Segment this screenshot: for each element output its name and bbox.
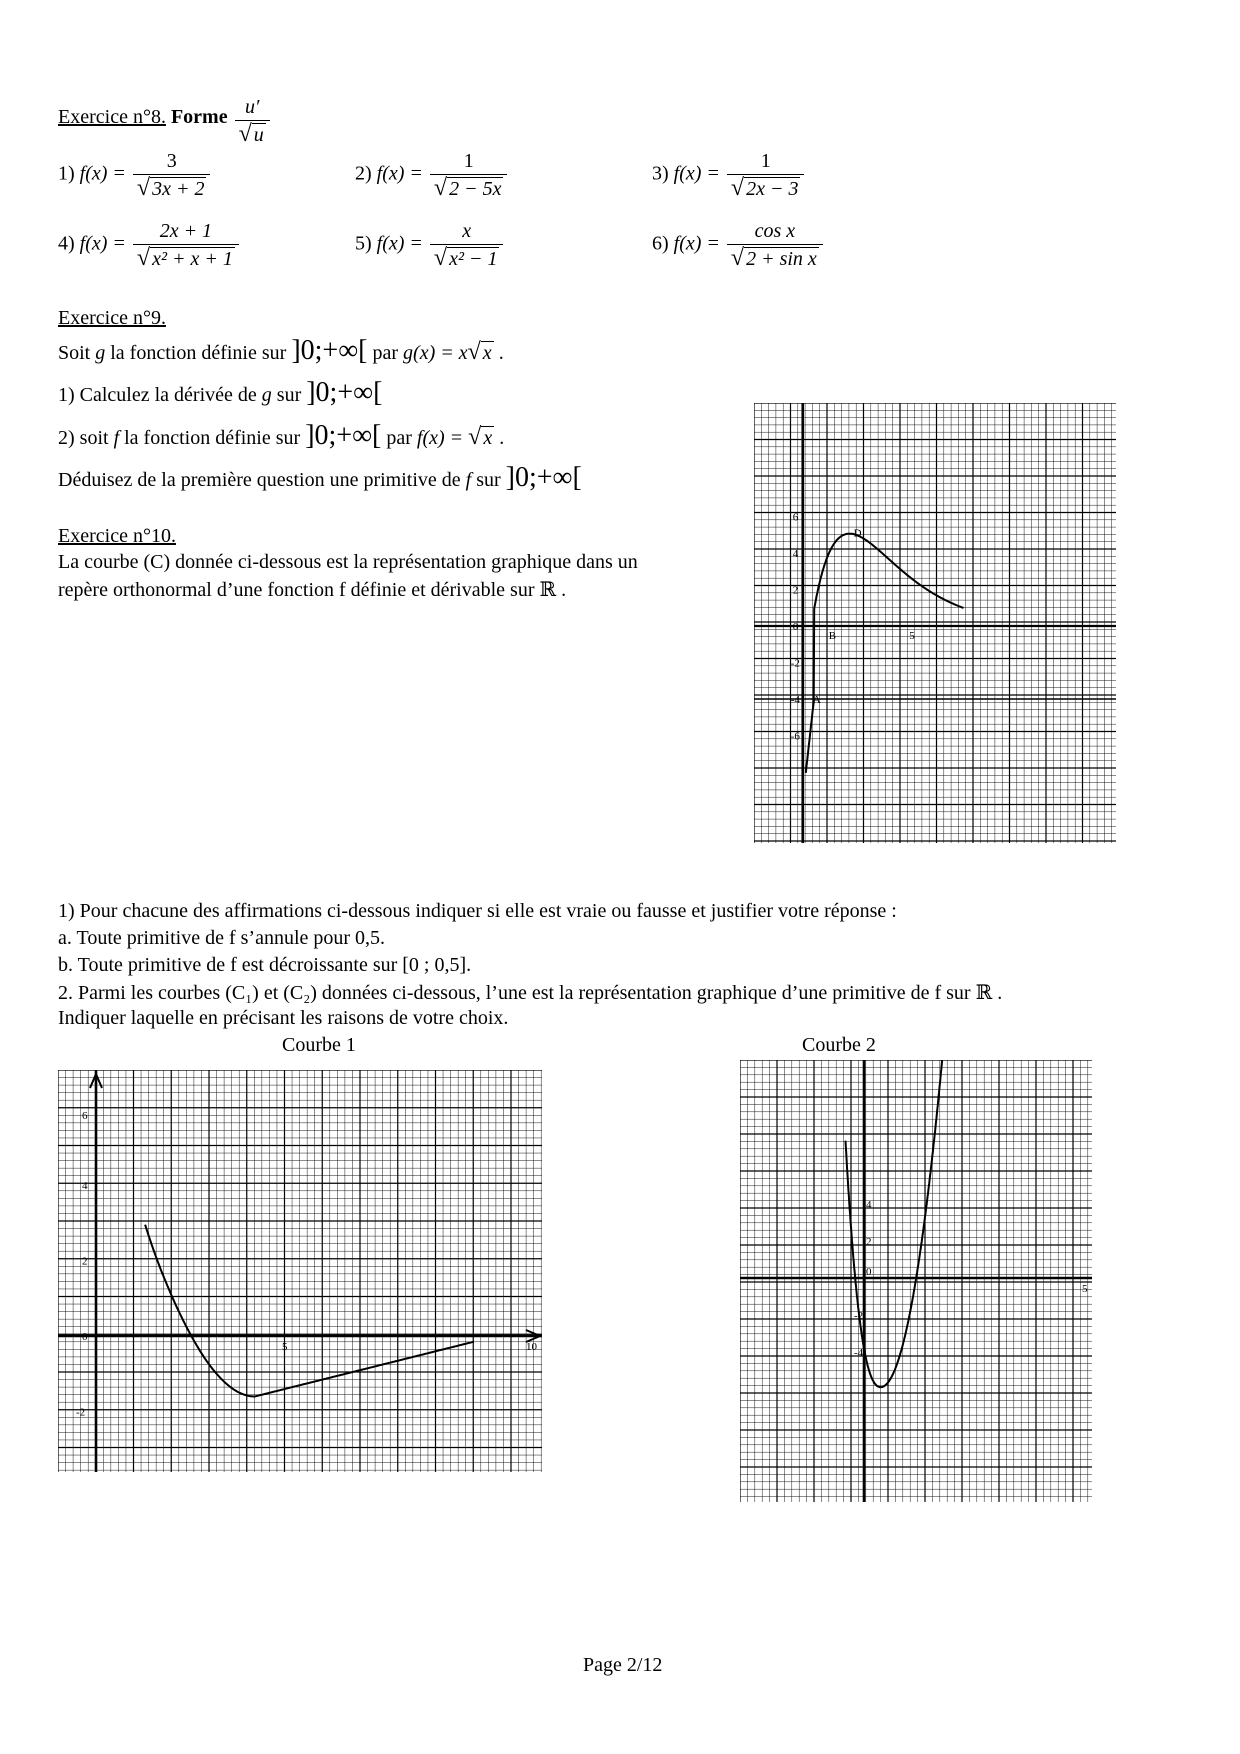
ex8-item-4-fraction: $\frac{2x + 1}{\text{√ x² + x + 1}}$	[133, 220, 239, 270]
ex8-item-4-lhs: f(x) =	[79, 232, 126, 255]
ex9-l4-f: f	[465, 469, 472, 491]
ex8-item-6-den: 2 + sin x	[746, 248, 817, 270]
ex10-question-2: 2. Parmi les courbes (C₁) et (C₂) données ci-dessous, l’une est la représentation graphique d’une primitive de f sur ℝ .	[58, 982, 1003, 1004]
ex8-header	[58, 96, 270, 146]
tick-label-ym4: -4	[854, 1347, 864, 1359]
tick-label-y6: 6	[82, 1110, 88, 1123]
tick-label-x5: 5	[1082, 1283, 1088, 1295]
ex9-l1-c: par	[372, 342, 404, 364]
ex10-question-2b: Indiquer laquelle en précisant les raisons de votre choix.	[58, 1007, 509, 1029]
ex8-item-4-den: x² + x + 1	[152, 248, 233, 270]
ex8-item-3-number: 3)	[652, 162, 669, 185]
page-number: Page 2/12	[583, 1654, 663, 1676]
ex8-item-1-num: 3	[133, 150, 211, 175]
point-label-d: D	[853, 527, 862, 540]
ex9-line-4	[58, 462, 582, 493]
tick-label-y4: 4	[82, 1179, 88, 1192]
ex8-item-1	[58, 150, 210, 200]
ex9-l2-g: g	[261, 384, 272, 406]
ex10-para-2: repère orthonormal d’une fonction f définie et dérivable sur ℝ .	[58, 579, 567, 601]
ex9-l1-interval: ]0;+∞[	[291, 335, 368, 366]
graph-courbe-1	[58, 1070, 542, 1472]
ex10-question-b: b. Toute primitive de f est décroissante sur [0 ; 0,5].	[58, 954, 472, 976]
ex9-l1-f: .	[493, 342, 504, 364]
tick-label-y2: 2	[866, 1236, 872, 1248]
ex8-item-1-lhs: f(x) =	[79, 162, 126, 185]
ex8-item-5-fraction: $\frac{x}{\text{√ x² − 1}}$	[430, 220, 504, 270]
tick-label-y0: 0	[866, 1266, 872, 1278]
ex8-item-5	[355, 220, 503, 270]
tick-label-ym2: -2	[790, 657, 800, 670]
ex8-item-4-num: 2x + 1	[133, 220, 239, 245]
ex8-item-4-number: 4)	[58, 232, 75, 255]
ex9-title: Exercice n°9.	[58, 307, 166, 329]
ex10-title: Exercice n°10.	[58, 525, 176, 547]
ex8-item-2-lhs: f(x) =	[376, 162, 423, 185]
ex9-line-1: Soit g la fonction définie sur ]0;+∞[ par g(x) = x√ x .	[58, 335, 504, 366]
ex8-item-5-number: 5)	[355, 232, 372, 255]
tick-label-y0: 0	[792, 621, 799, 633]
tick-label-y6: 6	[792, 511, 799, 524]
ex8-forme-den: u	[253, 124, 264, 146]
ex9-l3-c: par	[386, 427, 417, 449]
ex8-item-3-lhs: f(x) =	[673, 162, 720, 185]
ex8-item-3-den: 2x − 3	[746, 178, 799, 200]
ex9-l1-a: Soit	[58, 342, 96, 364]
curve-2	[846, 1060, 944, 1387]
ex9-l2-b: sur	[271, 384, 307, 406]
ex9-line-3: 2) soit f la fonction définie sur ]0;+∞[ par f(x) = √ x .	[58, 420, 505, 451]
ex9-l2-interval: ]0;+∞[	[306, 377, 383, 408]
ex8-item-2	[355, 150, 507, 200]
ex8-item-6-number: 6)	[652, 232, 669, 255]
ex9-l1-d: g(x) = x	[403, 342, 468, 364]
ex9-l4-interval: ]0;+∞[	[505, 462, 582, 493]
ex8-forme-label: Forme	[170, 106, 228, 128]
ex8-item-1-fraction: $\frac{3}{√ 3x + 2}$	[133, 150, 211, 200]
ex8-item-3-fraction: $\frac{1}{√ 2x - 3}$	[727, 150, 805, 200]
tick-label-y2: 2	[792, 584, 799, 597]
courbe-1-label: Courbe 1	[282, 1034, 356, 1056]
ex8-item-1-den: 3x + 2	[152, 178, 205, 200]
tick-label-x5: 5	[282, 1341, 288, 1353]
ex8-title: Exercice n°8.	[58, 106, 166, 128]
ex8-item-5-num: x	[430, 220, 504, 245]
ex9-l1-g: g	[95, 342, 106, 364]
ex9-line-2	[58, 377, 383, 408]
tick-label-y2: 2	[82, 1255, 88, 1268]
courbe-2-label: Courbe 2	[802, 1034, 876, 1056]
ex8-forme-fraction: $\frac{u'}{√ u}$	[235, 96, 270, 146]
ex8-item-2-number: 2)	[355, 162, 372, 185]
ex8-item-2-fraction: $\frac{1}{√ 2 - 5x}$	[430, 150, 508, 200]
ex9-l3-g: .	[494, 427, 505, 449]
curve-1	[145, 1225, 474, 1397]
ex9-l3-f: f	[113, 427, 120, 449]
ex8-item-2-num: 1	[430, 150, 508, 175]
ex9-l1-e: x	[482, 342, 492, 364]
tick-label-ym2: -2	[76, 1406, 86, 1419]
ex9-l1-b: la fonction définie sur	[105, 342, 292, 364]
ex8-item-3	[652, 150, 804, 200]
ex9-l3-a: 2) soit	[58, 427, 114, 449]
ex10-question-a: a. Toute primitive de f s’annule pour 0,5.	[58, 927, 386, 949]
ex9-l3-d: f(x) =	[416, 427, 469, 449]
graph-c	[754, 403, 1116, 843]
ex8-forme-num: u′	[235, 96, 270, 121]
ex9-l3-b: la fonction définie sur	[119, 427, 306, 449]
ex9-l2-a: 1) Calculez la dérivée de	[58, 384, 262, 406]
tick-label-ym6: -6	[790, 730, 800, 743]
ex8-item-5-den: x² − 1	[449, 248, 498, 270]
tick-label-ym2: -2	[854, 1310, 864, 1322]
ex8-item-6-fraction: $\frac{\text{cos x}}{\text{√ 2 + sin x}}$	[727, 220, 823, 270]
ex9-l3-e: x	[483, 427, 493, 449]
tick-label-y0: 0	[82, 1331, 88, 1343]
ex8-item-3-num: 1	[727, 150, 805, 175]
tick-label-ym4: -4	[790, 694, 800, 706]
tick-label-x10: 10	[526, 1341, 537, 1353]
ex8-item-6-lhs: f(x) =	[673, 232, 720, 255]
tick-label-y4: 4	[866, 1199, 872, 1211]
ex8-item-5-lhs: f(x) =	[376, 232, 423, 255]
ex10-para-1: La courbe (C) donnée ci-dessous est la représentation graphique dans un	[58, 551, 638, 573]
tick-label-y4: 4	[792, 548, 799, 560]
ex10-question-1: 1) Pour chacune des affirmations ci-dessous indiquer si elle est vraie ou fausse et justifier votre réponse :	[58, 900, 897, 922]
ex8-item-1-number: 1)	[58, 162, 75, 185]
ex8-item-4	[58, 220, 239, 270]
ex8-item-6-num: cos x	[727, 220, 823, 245]
curve-c	[806, 534, 964, 773]
ex9-l3-interval: ]0;+∞[	[305, 420, 382, 451]
point-label-a: A	[812, 694, 821, 706]
ex8-item-2-den: 2 − 5x	[449, 178, 502, 200]
point-label-b: B	[828, 630, 837, 642]
ex9-l4-b: sur	[471, 469, 506, 491]
ex8-item-6	[652, 220, 823, 270]
graph-courbe-2	[740, 1060, 1092, 1502]
ex9-l4-a: Déduisez de la première question une primitive de	[58, 469, 466, 491]
tick-label-x5: 5	[909, 630, 915, 642]
